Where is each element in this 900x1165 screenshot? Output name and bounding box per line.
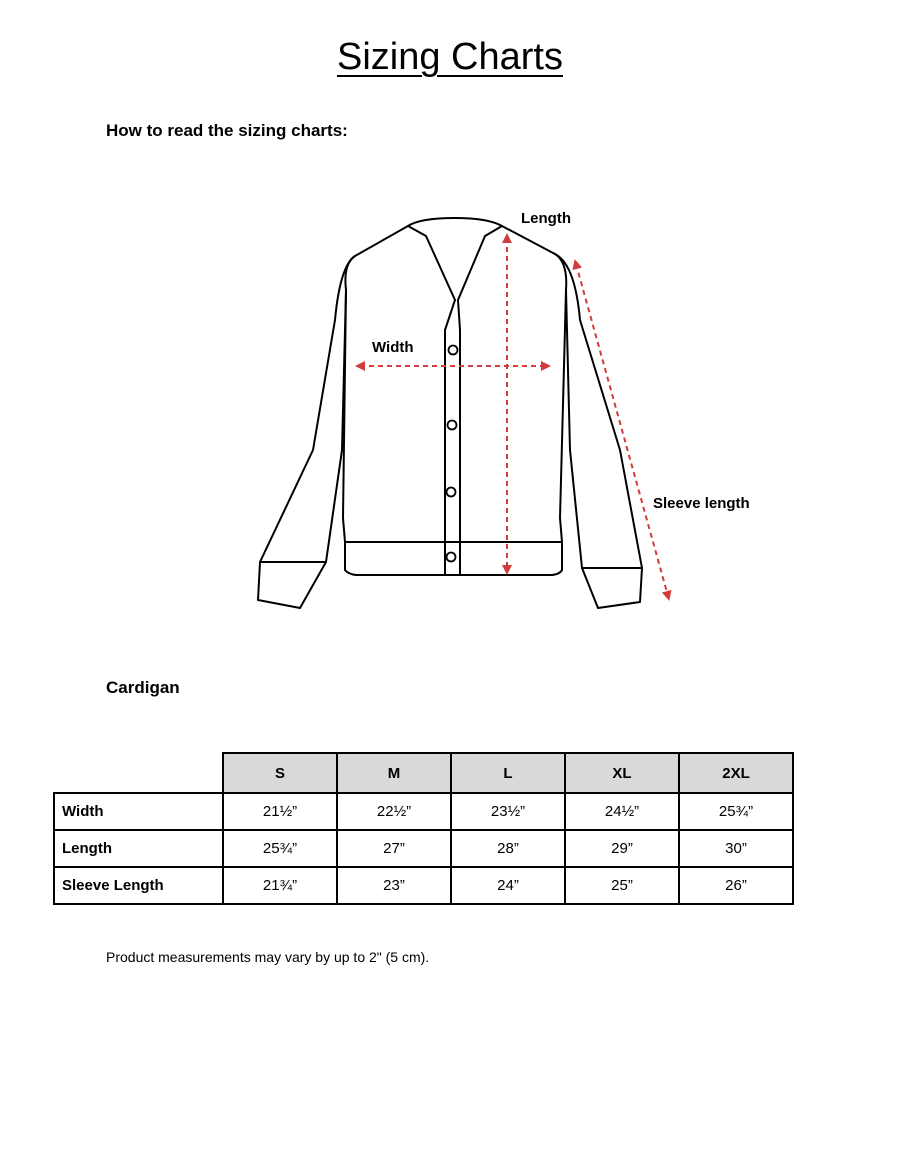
table-cell: 30” [679, 830, 793, 867]
table-cell: 22½” [337, 793, 451, 830]
sleeve-length-label: Sleeve length [653, 495, 750, 512]
table-row [54, 830, 793, 867]
table-cell: 29” [565, 830, 679, 867]
table-cell: 26” [679, 867, 793, 904]
table-cell: 25” [565, 867, 679, 904]
buttons [447, 346, 458, 562]
page-title: Sizing Charts [337, 36, 563, 78]
row-label: Sleeve Length [54, 867, 223, 904]
header-row [54, 753, 793, 793]
sizing-table [53, 752, 794, 905]
cardigan-diagram [230, 200, 770, 620]
col-header-l: L [451, 753, 565, 793]
col-header-m: M [337, 753, 451, 793]
col-header-s: S [223, 753, 337, 793]
how-to-heading: How to read the sizing charts: [106, 121, 348, 140]
button-1 [449, 346, 458, 355]
sleeve-length-arrow [576, 264, 668, 596]
table-cell: 24” [451, 867, 565, 904]
table-cell: 24½” [565, 793, 679, 830]
row-label: Length [54, 830, 223, 867]
corner-cell [54, 753, 223, 793]
table-cell: 23½” [451, 793, 565, 830]
table-cell: 25¾” [679, 793, 793, 830]
col-header-xl: XL [565, 753, 679, 793]
length-label: Length [521, 210, 571, 227]
table-cell: 21¾” [223, 867, 337, 904]
section-heading: Cardigan [106, 678, 180, 697]
width-label: Width [372, 339, 414, 356]
button-3 [447, 488, 456, 497]
cardigan-outline [258, 218, 642, 608]
footnote: Product measurements may vary by up to 2" (5 cm). [106, 949, 430, 965]
table-cell: 21½” [223, 793, 337, 830]
table-cell: 28” [451, 830, 565, 867]
row-label: Width [54, 793, 223, 830]
table-cell: 25¾” [223, 830, 337, 867]
table-cell: 27” [337, 830, 451, 867]
table-row [54, 867, 793, 904]
button-4 [447, 553, 456, 562]
col-header-2xl: 2XL [679, 753, 793, 793]
button-2 [448, 421, 457, 430]
table-cell: 23” [337, 867, 451, 904]
table-row [54, 793, 793, 830]
